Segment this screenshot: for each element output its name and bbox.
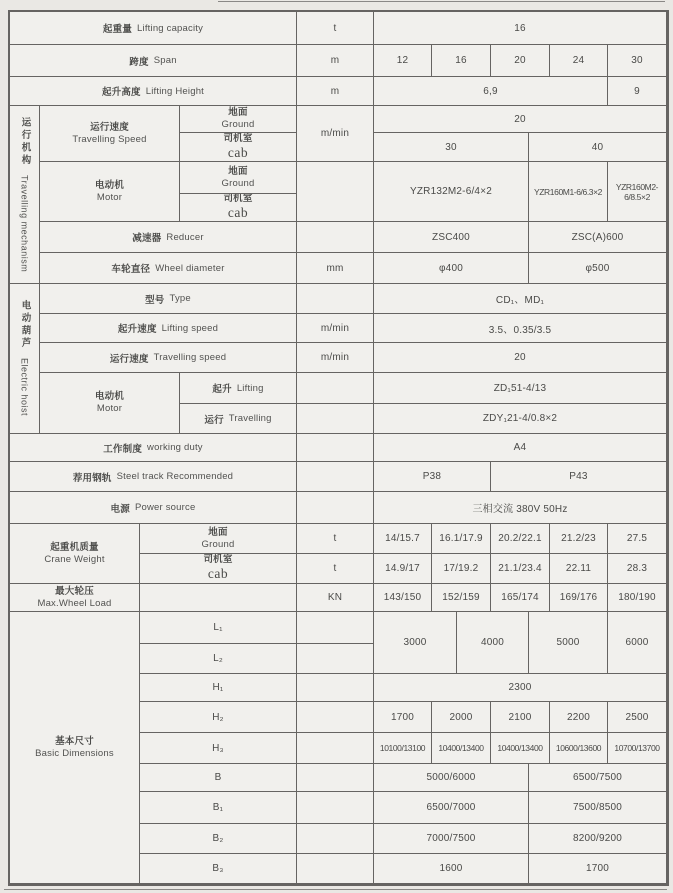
sublabel-ground: 地面 Ground bbox=[180, 106, 297, 133]
value-B-2: 6500/7500 bbox=[529, 764, 667, 792]
value-cw-ground-2: 16.1/17.9 bbox=[432, 524, 491, 554]
unit-working-duty-empty bbox=[297, 434, 374, 462]
value-steel-track-1: P38 bbox=[374, 462, 491, 492]
unit-crane-weight-cab: t bbox=[297, 554, 374, 584]
page-frame-top-line bbox=[218, 1, 665, 2]
sublabel-L2: L₂ bbox=[140, 644, 297, 674]
row-label-reducer: 减速器 Reducer bbox=[40, 222, 297, 253]
unit-steel-track-empty bbox=[297, 462, 374, 492]
sublabel-B: B bbox=[140, 764, 297, 792]
value-mw-2: 152/159 bbox=[432, 584, 491, 612]
row-label-motor-tm: 电动机 Motor bbox=[40, 162, 180, 222]
group-label-electric-hoist: 电动葫芦 Electric hoist bbox=[10, 284, 40, 434]
value-L-6000: 6000 bbox=[608, 612, 667, 674]
unit-motor-tm-empty bbox=[297, 162, 374, 222]
value-B2-2: 8200/9200 bbox=[529, 824, 667, 854]
value-H1: 2300 bbox=[374, 674, 667, 702]
value-span-16: 16 bbox=[432, 45, 491, 77]
row-label-travelling-speed: 运行速度 Travelling Speed bbox=[40, 106, 180, 162]
unit-H2-empty bbox=[297, 702, 374, 733]
value-motor-tm-3: YZR160M2-6/8.5×2 bbox=[608, 162, 667, 222]
value-lifting-capacity: 16 bbox=[374, 12, 667, 45]
sublabel-H2: H₂ bbox=[140, 702, 297, 733]
value-span-12: 12 bbox=[374, 45, 432, 77]
value-reducer-1: ZSC400 bbox=[374, 222, 529, 253]
value-hoist-travelling-speed: 20 bbox=[374, 343, 667, 373]
row-label-wheel-diameter: 车轮直径 Wheel diameter bbox=[40, 253, 297, 284]
unit-max-wheel-load: KN bbox=[297, 584, 374, 612]
value-cw-cab-1: 14.9/17 bbox=[374, 554, 432, 584]
unit-B-empty bbox=[297, 764, 374, 792]
group-label-travelling-mechanism: 运行机构 Travelling mechanism bbox=[10, 106, 40, 284]
sublabel-max-wheel-empty bbox=[140, 584, 297, 612]
unit-travelling-speed: m/min bbox=[297, 106, 374, 162]
sublabel-lifting: 起升 Lifting bbox=[180, 373, 297, 404]
value-H2-5: 2500 bbox=[608, 702, 667, 733]
sublabel-ground: 地面 Ground bbox=[140, 524, 297, 554]
value-H3-1: 10100/13100 bbox=[374, 733, 432, 764]
value-motor-tm-2: YZR160M1-6/6.3×2 bbox=[529, 162, 608, 222]
row-label-crane-weight: 起重机质量 Crane Weight bbox=[10, 524, 140, 584]
crane-specification-table bbox=[8, 10, 669, 886]
row-label-hoist-travelling-speed: 运行速度 Travelling speed bbox=[40, 343, 297, 373]
unit-B1-empty bbox=[297, 792, 374, 824]
value-cw-cab-4: 22.11 bbox=[550, 554, 608, 584]
sublabel-L1: L₁ bbox=[140, 612, 297, 644]
sublabel-H1: H₁ bbox=[140, 674, 297, 702]
value-mw-3: 165/174 bbox=[491, 584, 550, 612]
row-label-type: 型号 Type bbox=[40, 284, 297, 314]
sublabel-B1: B₁ bbox=[140, 792, 297, 824]
value-lifting-height-main: 6,9 bbox=[374, 77, 608, 106]
unit-crane-weight-ground: t bbox=[297, 524, 374, 554]
value-wheel-2: φ500 bbox=[529, 253, 667, 284]
sublabel-cab: 司机室 cab bbox=[140, 554, 297, 584]
unit-L1-empty bbox=[297, 612, 374, 644]
unit-lifting-height: m bbox=[297, 77, 374, 106]
value-B3-1: 1600 bbox=[374, 854, 529, 884]
row-label-power-source: 电源 Power source bbox=[10, 492, 297, 524]
page-frame-bottom-line bbox=[4, 889, 667, 890]
value-B2-1: 7000/7500 bbox=[374, 824, 529, 854]
row-label-steel-track: 荐用钢轨 Steel track Recommended bbox=[10, 462, 297, 492]
value-H2-4: 2200 bbox=[550, 702, 608, 733]
value-H2-3: 2100 bbox=[491, 702, 550, 733]
value-mw-4: 169/176 bbox=[550, 584, 608, 612]
value-H3-2: 10400/13400 bbox=[432, 733, 491, 764]
unit-hoist-travelling-speed: m/min bbox=[297, 343, 374, 373]
value-B1-2: 7500/8500 bbox=[529, 792, 667, 824]
value-lifting-speed: 3.5、0.35/3.5 bbox=[374, 314, 667, 343]
value-mw-5: 180/190 bbox=[608, 584, 667, 612]
sublabel-H3: H₃ bbox=[140, 733, 297, 764]
value-motor-lifting: ZD₁51-4/13 bbox=[374, 373, 667, 404]
sublabel-cab: 司机室 cab bbox=[180, 133, 297, 162]
group-label-basic-dimensions: 基本尺寸 Basic Dimensions bbox=[10, 612, 140, 884]
unit-reducer-empty bbox=[297, 222, 374, 253]
value-span-24: 24 bbox=[550, 45, 608, 77]
unit-lifting-capacity: t bbox=[297, 12, 374, 45]
value-mw-1: 143/150 bbox=[374, 584, 432, 612]
value-cw-ground-1: 14/15.7 bbox=[374, 524, 432, 554]
unit-L2-empty bbox=[297, 644, 374, 674]
value-lifting-height-last: 9 bbox=[608, 77, 667, 106]
value-cw-ground-5: 27.5 bbox=[608, 524, 667, 554]
unit-motor-lifting-empty bbox=[297, 373, 374, 404]
sublabel-cab: 司机室 cab bbox=[180, 194, 297, 222]
row-label-working-duty: 工作制度 working duty bbox=[10, 434, 297, 462]
value-H2-1: 1700 bbox=[374, 702, 432, 733]
value-working-duty: A4 bbox=[374, 434, 667, 462]
value-cw-ground-4: 21.2/23 bbox=[550, 524, 608, 554]
value-span-30: 30 bbox=[608, 45, 667, 77]
value-steel-track-2: P43 bbox=[491, 462, 667, 492]
unit-H3-empty bbox=[297, 733, 374, 764]
value-power-source: 三相交流 380V 50Hz bbox=[374, 492, 667, 524]
row-label-motor-eh: 电动机 Motor bbox=[40, 373, 180, 434]
row-label-lifting-height: 起升高度 Lifting Height bbox=[10, 77, 297, 106]
value-cw-cab-2: 17/19.2 bbox=[432, 554, 491, 584]
value-cw-cab-3: 21.1/23.4 bbox=[491, 554, 550, 584]
value-cw-cab-5: 28.3 bbox=[608, 554, 667, 584]
value-B1-1: 6500/7000 bbox=[374, 792, 529, 824]
row-label-lifting-capacity: 起重量 Lifting capacity bbox=[10, 12, 297, 45]
row-label-span: 跨度 Span bbox=[10, 45, 297, 77]
value-type: CD₁、MD₁ bbox=[374, 284, 667, 314]
value-motor-tm-1: YZR132M2-6/4×2 bbox=[374, 162, 529, 222]
unit-power-source-empty bbox=[297, 492, 374, 524]
value-L-4000: 4000 bbox=[457, 612, 529, 674]
value-motor-travelling: ZDY₁21-4/0.8×2 bbox=[374, 404, 667, 434]
value-B-1: 5000/6000 bbox=[374, 764, 529, 792]
row-label-lifting-speed: 起升速度 Lifting speed bbox=[40, 314, 297, 343]
value-H3-3: 10400/13400 bbox=[491, 733, 550, 764]
value-L-5000: 5000 bbox=[529, 612, 608, 674]
value-H3-4: 10600/13600 bbox=[550, 733, 608, 764]
value-wheel-1: φ400 bbox=[374, 253, 529, 284]
value-speed-ground: 20 bbox=[374, 106, 667, 133]
value-H2-2: 2000 bbox=[432, 702, 491, 733]
sublabel-B3: B₃ bbox=[140, 854, 297, 884]
unit-motor-travelling-empty bbox=[297, 404, 374, 434]
value-H3-5: 10700/13700 bbox=[608, 733, 667, 764]
value-speed-cab-40: 40 bbox=[529, 133, 667, 162]
unit-type-empty bbox=[297, 284, 374, 314]
value-L-3000: 3000 bbox=[374, 612, 457, 674]
unit-wheel-diameter: mm bbox=[297, 253, 374, 284]
value-cw-ground-3: 20.2/22.1 bbox=[491, 524, 550, 554]
unit-span: m bbox=[297, 45, 374, 77]
value-speed-cab-30: 30 bbox=[374, 133, 529, 162]
value-reducer-2: ZSC(A)600 bbox=[529, 222, 667, 253]
sublabel-B2: B₂ bbox=[140, 824, 297, 854]
row-label-max-wheel-load: 最大轮压 Max.Wheel Load bbox=[10, 584, 140, 612]
sublabel-ground: 地面 Ground bbox=[180, 162, 297, 194]
value-span-20: 20 bbox=[491, 45, 550, 77]
unit-H1-empty bbox=[297, 674, 374, 702]
unit-B3-empty bbox=[297, 854, 374, 884]
sublabel-travelling: 运行 Travelling bbox=[180, 404, 297, 434]
unit-lifting-speed: m/min bbox=[297, 314, 374, 343]
unit-B2-empty bbox=[297, 824, 374, 854]
value-B3-2: 1700 bbox=[529, 854, 667, 884]
